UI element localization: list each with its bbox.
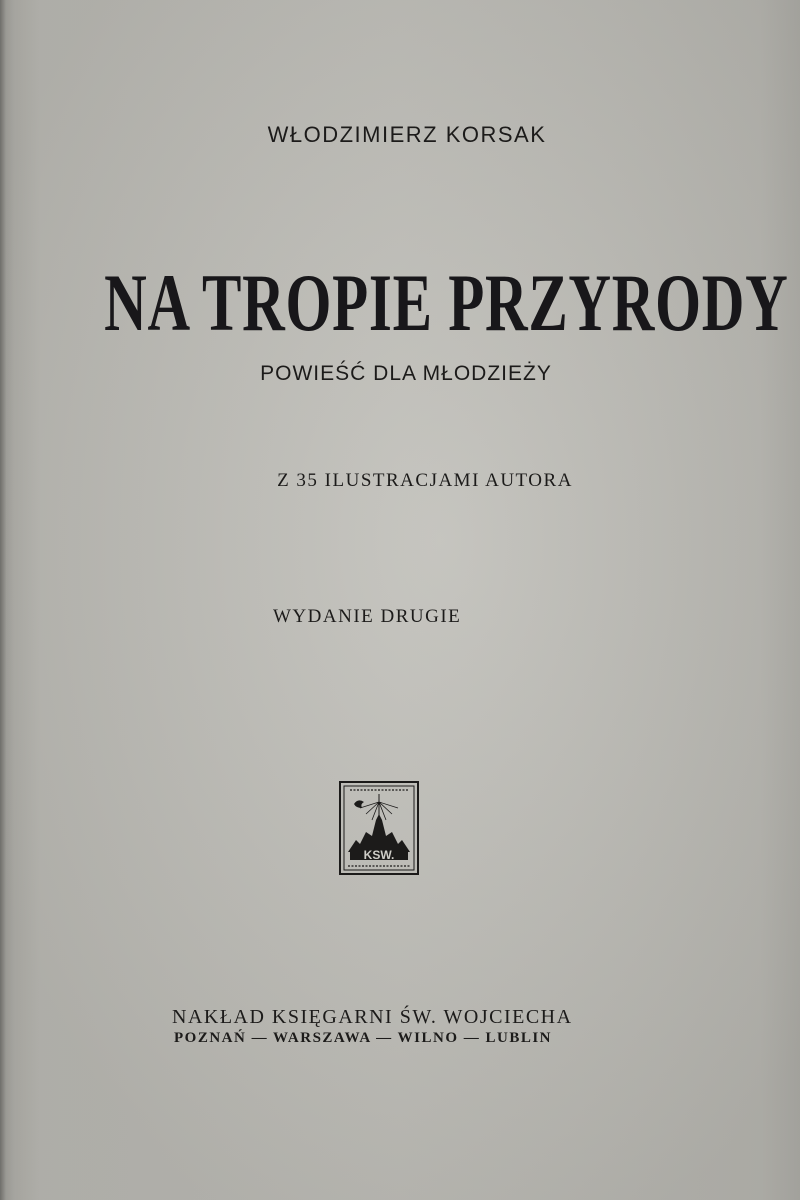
author-name: WŁODZIMIERZ KORSAK	[267, 122, 547, 147]
book-subtitle: POWIEŚĆ DLA MŁODZIEŻY	[260, 362, 552, 385]
publisher-cities: POZNAŃ — WARSZAWA — WILNO — LUBLIN	[174, 1030, 553, 1046]
book-title: NA TROPIE PRZYRODY	[104, 257, 789, 348]
edition-note: WYDANIE DRUGIE	[273, 606, 462, 627]
publisher-emblem-icon	[338, 780, 420, 876]
illustrations-note: Z 35 ILUSTRACJAMI AUTORA	[277, 470, 573, 491]
publisher-name: NAKŁAD KSIĘGARNI ŚW. WOJCIECHA	[172, 1006, 573, 1028]
page-spine-shadow	[0, 0, 6, 1200]
emblem-text: KSW.	[363, 848, 395, 862]
